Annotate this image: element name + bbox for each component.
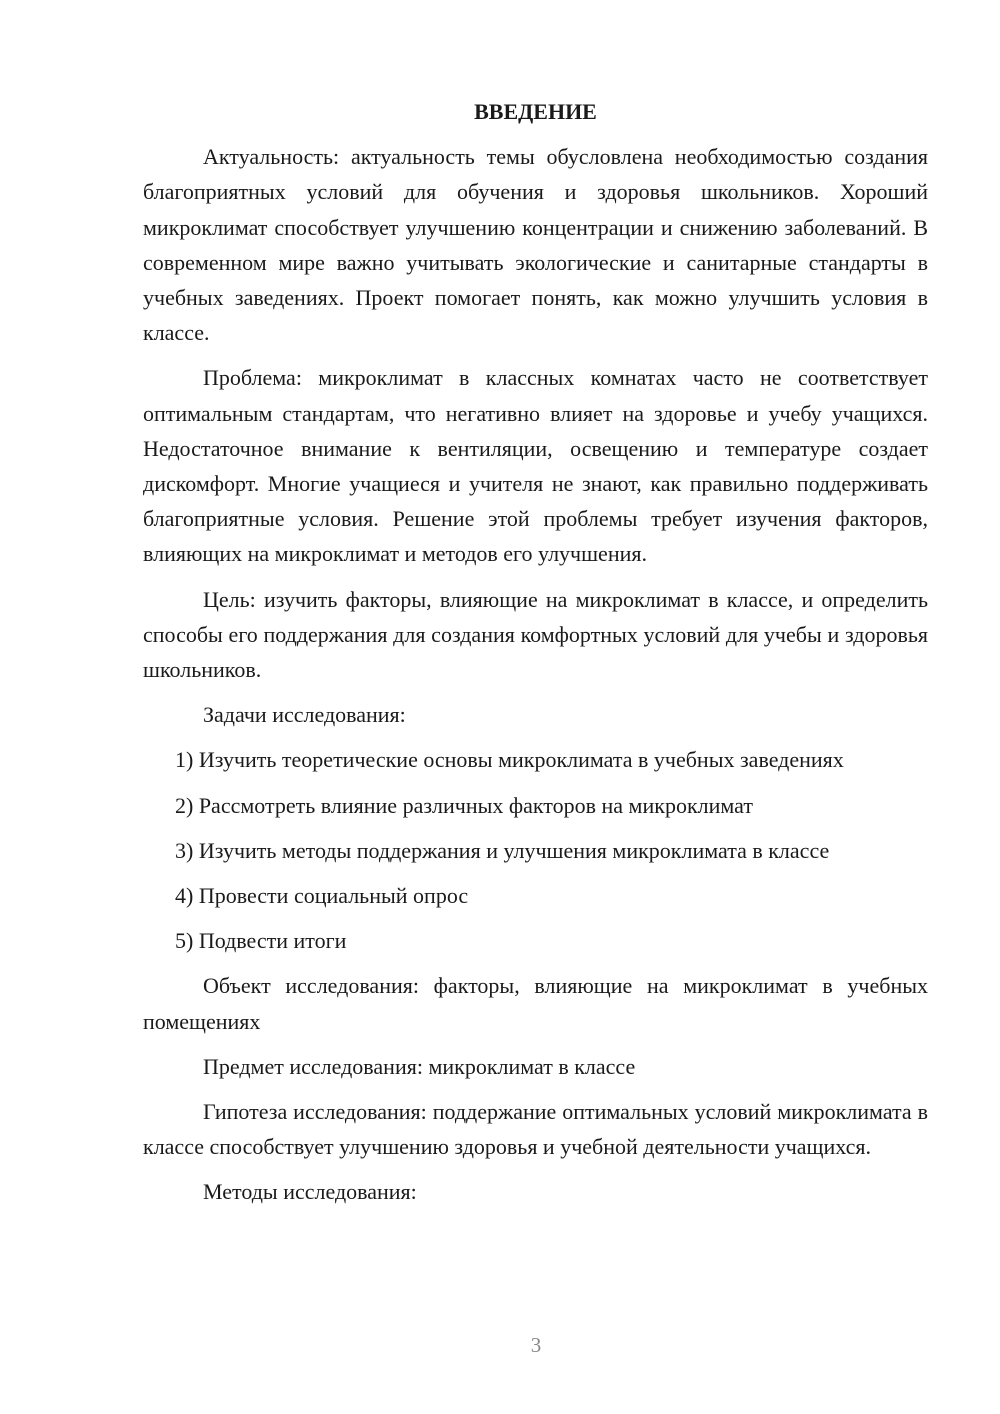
task-item-1: 1) Изучить теоретические основы микроклимата в учебных заведениях [175, 747, 844, 773]
task-item-2: 2) Рассмотреть влияние различных факторов на микроклимат [175, 792, 753, 818]
goal-paragraph: Цель: изучить факторы, влияющие на микроклимат в классе, и определить способы его поддержания для создания комфортных условий для учебы и здоровья школьников. [143, 586, 928, 683]
page-title: ВВЕДЕНИЕ [474, 99, 597, 124]
page-body [143, 94, 928, 1220]
problem-paragraph: Проблема: микроклимат в классных комнатах часто не соответствует оптимальным стандартам, что негативно влияет на здоровье и учебу учащихся. Недостаточное внимание к вентиляции, освещению и температуре создает дискомфорт. Многие учащиеся и учителя не знают, как правильно поддерживать благоприятные условия. Решение этой проблемы требует изучения факторов, влияющих на микроклимат и методов его улучшения. [143, 365, 928, 567]
tasks-list [143, 742, 928, 958]
object-paragraph: Объект исследования: факторы, влияющие на микроклимат в учебных помещениях [143, 973, 928, 1034]
task-item-3: 3) Изучить методы поддержания и улучшения микроклимата в классе [175, 837, 830, 863]
tasks-heading: Задачи исследования: [203, 702, 406, 728]
methods-heading: Методы исследования: [203, 1179, 417, 1205]
task-item-4: 4) Провести социальный опрос [175, 883, 469, 909]
task-item-5: 5) Подвести итоги [175, 928, 347, 954]
hypothesis-paragraph: Гипотеза исследования: поддержание оптимальных условий микроклимата в классе способствует улучшению здоровья и учебной деятельности учащихся. [143, 1099, 928, 1160]
relevance-paragraph: Актуальность: актуальность темы обусловлена необходимостью создания благоприятных условий для обучения и здоровья школьников. Хороший микроклимат способствует улучшению концентрации и снижению заболеваний. В современном мире важно учитывать экологические и санитарные стандарты в учебных заведениях. Проект помогает понять, как можно улучшить условия в классе. [143, 144, 928, 346]
subject-paragraph: Предмет исследования: микроклимат в классе [203, 1053, 636, 1079]
page-number: 3 [530, 1333, 542, 1357]
